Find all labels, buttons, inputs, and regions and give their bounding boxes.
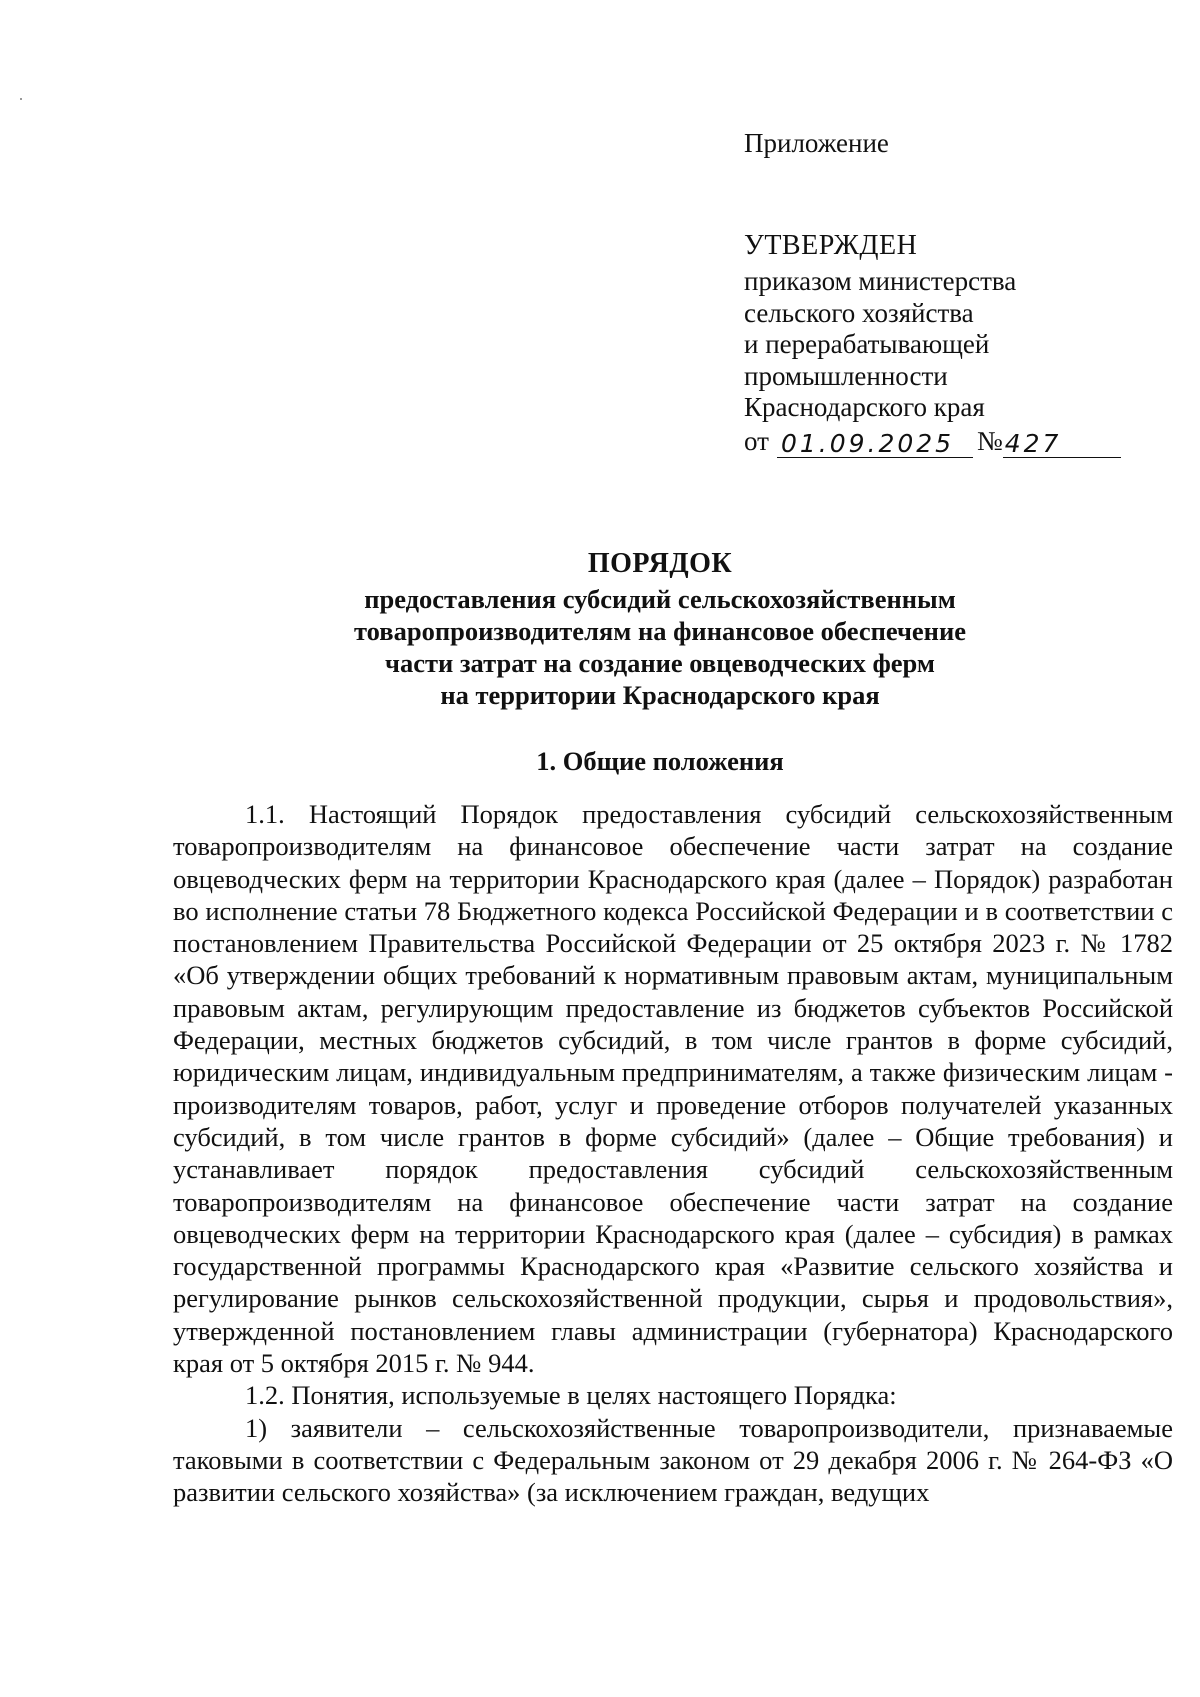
handwritten-date: 01.09.2025 — [777, 431, 973, 458]
body-text — [173, 798, 1173, 1509]
date-prefix: от — [744, 426, 769, 456]
paragraph-1-2: 1.2. Понятия, используемые в целях настоящего Порядка: — [245, 1380, 897, 1411]
title-subtitle-line: части затрат на создание овцеводческих ферм — [385, 648, 935, 678]
scan-speck — [20, 98, 22, 100]
attachment-label: Приложение — [744, 128, 889, 158]
number-prefix: № — [976, 426, 1003, 456]
approval-line: и перерабатывающей — [744, 329, 990, 359]
paragraph-1-2-item-1: 1) заявители – сельскохозяйственные товаропроизводители, признаваемые таковыми в соответствии с Федеральным законом от 29 декабря 2006 г. № 264-ФЗ «О развитии сельского хозяйства» (за исключением граждан, ведущих — [173, 1412, 1173, 1508]
approval-line: сельского хозяйства — [744, 297, 974, 328]
date-number-row — [744, 424, 1121, 458]
title-subtitle-line: товаропроизводителям на финансовое обеспечение — [354, 616, 966, 646]
paragraph-1-1: 1.1. Настоящий Порядок предоставления субсидий сельскохозяйственным товаропроизводителям на финансовое обеспечение части затрат на создание овцеводческих ферм на территории Краснодарского края (далее – Порядок) разработан во исполнение статьи 78 Бюджетного кодекса Российской Федерации и в соответствии с постановлением Правительства Российской Федерации от 25 октября 2023 г. № 1782 «Об утверждении общих требований к нормативным правовым актам, муниципальным правовым актам, регулирующим предоставление из бюджетов субъектов Российской Федерации, местных бюджетов субсидий, в том числе грантов в форме субсидий, юридическим лицам, индивидуальным предпринимателям, а также физическим лицам - производителям товаров, работ, услуг и проведение отборов получателей указанных субсидий, в том числе грантов в форме субсидий» (далее – Общие требования) и устанавливает порядок предоставления субсидий сельскохозяйственным товаропроизводителям на финансовое обеспечение части затрат на создание овцеводческих ферм на территории Краснодарского края (далее – субсидия) в рамках государственной программы Краснодарского края «Развитие сельского хозяйства и регулирование рынков сельскохозяйственной продукции, сырья и продовольствия», утвержденной постановлением главы администрации (губернатора) Краснодарского края от 5 октября 2015 г. № 944. — [173, 799, 1173, 1379]
approval-line: Краснодарского края — [744, 392, 985, 422]
title-subtitle-line: на территории Краснодарского края — [440, 680, 880, 710]
section-heading: 1. Общие положения — [536, 746, 784, 776]
approval-line: промышленности — [744, 360, 948, 391]
approval-stamp: УТВЕРЖДЕН — [744, 230, 918, 261]
title-subtitle-line: предоставления субсидий сельскохозяйственным — [364, 584, 956, 614]
approval-block — [744, 228, 1121, 458]
approval-line: приказом министерства — [744, 266, 1017, 296]
handwritten-number: 427 — [1003, 431, 1121, 458]
document-title — [160, 545, 1160, 711]
title-main: ПОРЯДОК — [587, 548, 733, 579]
